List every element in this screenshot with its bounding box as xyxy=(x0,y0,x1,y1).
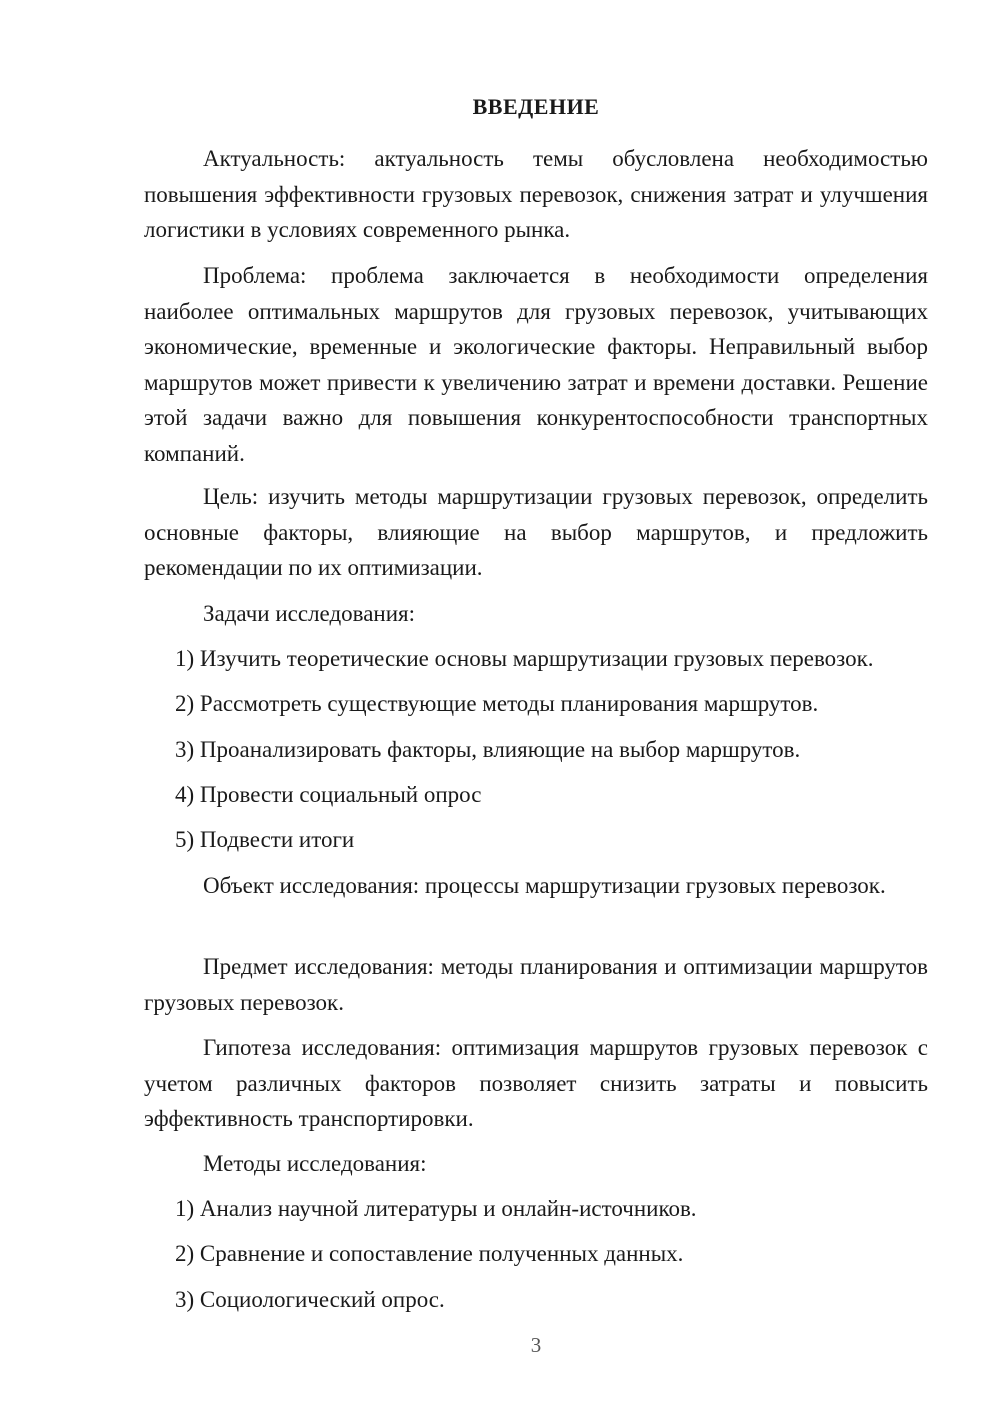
task-item: 1) Изучить теоретические основы маршрутизации грузовых перевозок. xyxy=(175,646,874,671)
method-item: 3) Социологический опрос. xyxy=(175,1287,445,1312)
task-item: 5) Подвести итоги xyxy=(175,827,355,852)
method-item: 1) Анализ научной литературы и онлайн-источников. xyxy=(175,1196,697,1221)
problem-paragraph: Проблема: проблема заключается в необходимости определения наиболее оптимальных маршрутов для грузовых перевозок, учитывающих экономические, временные и экологические факторы. Неправильный выбор маршрутов может привести к увеличению затрат и времени доставки. Решение этой задачи важно для повышения конкурентоспособности транспортных компаний. xyxy=(144,263,928,466)
relevance-paragraph: Актуальность: актуальность темы обусловлена необходимостью повышения эффективности грузовых перевозок, снижения затрат и улучшения логистики в условиях современного рынка. xyxy=(144,146,928,242)
page-title: ВВЕДЕНИЕ xyxy=(472,94,600,119)
methods-heading: Методы исследования: xyxy=(203,1151,427,1176)
subject-paragraph: Предмет исследования: методы планирования и оптимизации маршрутов грузовых перевозок. xyxy=(144,954,928,1015)
goal-paragraph: Цель: изучить методы маршрутизации грузовых перевозок, определить основные факторы, влияющие на выбор маршрутов, и предложить рекомендации по их оптимизации. xyxy=(144,484,928,580)
task-item: 4) Провести социальный опрос xyxy=(175,782,482,807)
hypothesis-paragraph: Гипотеза исследования: оптимизация маршрутов грузовых перевозок с учетом различных факторов позволяет снизить затраты и повысить эффективность транспортировки. xyxy=(144,1035,928,1131)
task-item: 3) Проанализировать факторы, влияющие на выбор маршрутов. xyxy=(175,737,801,762)
object-paragraph: Объект исследования: процессы маршрутизации грузовых перевозок. xyxy=(203,873,886,898)
method-item: 2) Сравнение и сопоставление полученных данных. xyxy=(175,1241,684,1266)
page-number: 3 xyxy=(530,1333,542,1357)
task-item: 2) Рассмотреть существующие методы планирования маршрутов. xyxy=(175,691,819,716)
tasks-heading: Задачи исследования: xyxy=(203,601,416,626)
